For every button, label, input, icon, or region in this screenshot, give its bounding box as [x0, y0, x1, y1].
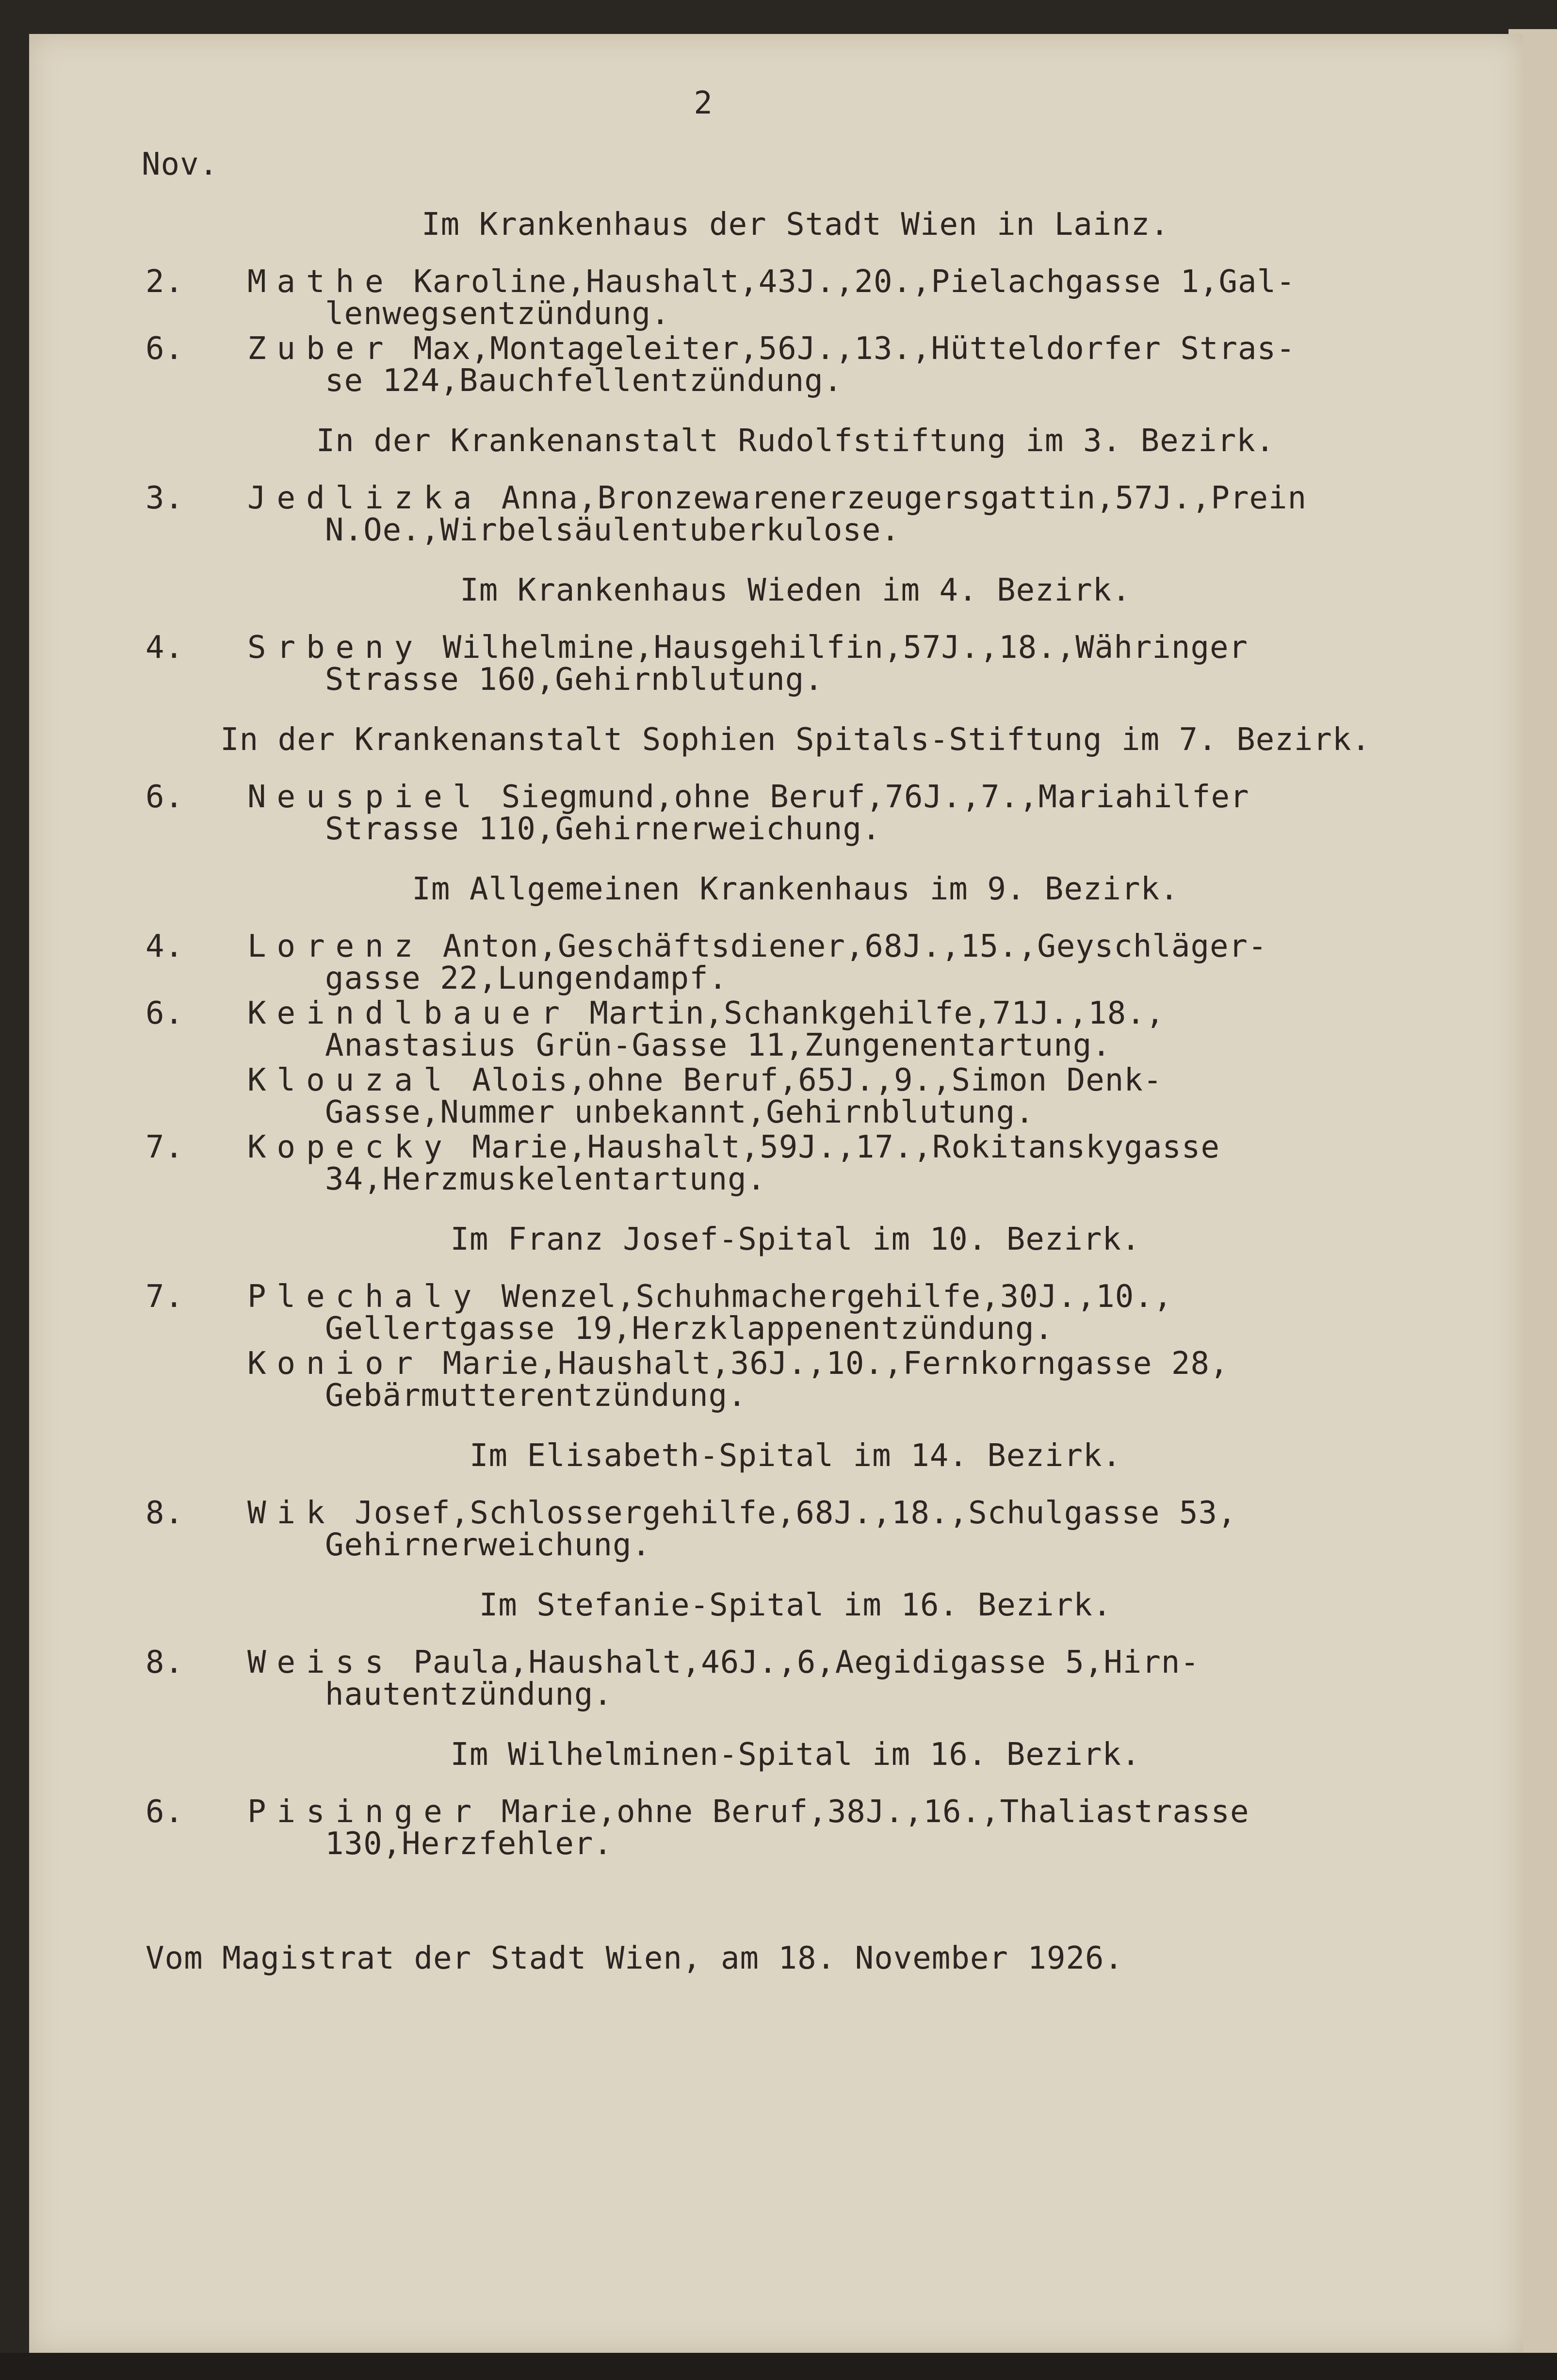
entry-surname: Weiss: [247, 1645, 394, 1680]
entry-details: Marie,ohne Beruf,38J.,16.,Thaliastrasse: [501, 1794, 1249, 1830]
entry-details: Anton,Geschäftsdiener,68J.,15.,Geyschläger-: [442, 929, 1267, 964]
entry-details-continued: se 124,Bauchfellentzündung.: [325, 363, 843, 399]
entry-details-continued: gasse 22,Lungendampf.: [325, 961, 728, 996]
entry-details-continued: Gellertgasse 19,Herzklappenentzündung.: [325, 1311, 1054, 1347]
entry-details: Karoline,Haushalt,43J.,20.,Pielachgasse 1,Gal-: [413, 264, 1296, 300]
entry-day: 7.: [146, 1279, 184, 1315]
entry-surname: Neuspiel: [247, 779, 483, 815]
entry-details-continued: N.Oe.,Wirbelsäulentuberkulose.: [325, 512, 900, 548]
entry-body: [247, 333, 1475, 397]
entry-surname: Srbeny: [247, 630, 424, 666]
entry-surname: Kopecky: [247, 1129, 453, 1165]
entry-day: 6.: [146, 331, 184, 367]
page-number: 2: [694, 85, 713, 121]
entry-body: [247, 930, 1475, 994]
entry-body: [247, 1064, 1475, 1128]
death-record-entry: [146, 1064, 1475, 1128]
entry-details-continued: Anastasius Grün-Gasse 11,Zungenentartung.: [325, 1027, 1111, 1063]
entry-details: Paula,Haushalt,46J.,6,Aegidigasse 5,Hirn-: [413, 1645, 1200, 1680]
entry-surname: Konior: [247, 1346, 424, 1382]
death-record-entry: [146, 997, 1475, 1061]
death-record-entry: [146, 1348, 1475, 1412]
entry-details: Siegmund,ohne Beruf,76J.,7.,Mariahilfer: [501, 779, 1249, 815]
death-record-entry: [146, 266, 1475, 330]
footer-signature-line: Vom Magistrat der Stadt Wien, am 18. November 1926.: [146, 1940, 1124, 1976]
entry-body: [247, 482, 1475, 546]
entry-body: [247, 266, 1475, 330]
entry-day: 4.: [146, 929, 184, 964]
entry-body: [247, 1646, 1475, 1711]
entry-body: [247, 1348, 1475, 1412]
entry-body: [247, 1281, 1475, 1345]
death-record-entry: [146, 1646, 1475, 1711]
entry-details: Alois,ohne Beruf,65J.,9.,Simon Denk-: [472, 1062, 1163, 1098]
entry-surname: Klouzal: [247, 1062, 453, 1098]
section-heading: In der Krankenanstalt Rudolfstiftung im 3. Bezirk.: [316, 423, 1275, 459]
month-label: Nov.: [142, 147, 219, 182]
entry-surname: Pisinger: [247, 1794, 483, 1830]
section-heading: Im Allgemeinen Krankenhaus im 9. Bezirk.: [412, 871, 1179, 907]
entry-details: Josef,Schlossergehilfe,68J.,18.,Schulgasse 53,: [355, 1495, 1237, 1531]
entry-body: [247, 632, 1475, 696]
entry-surname: Keindlbauer: [247, 995, 570, 1031]
entry-body: [247, 781, 1475, 845]
entry-surname: Jedlizka: [247, 480, 483, 516]
entry-details: Marie,Haushalt,59J.,17.,Rokitanskygasse: [472, 1129, 1220, 1165]
entry-day: 4.: [146, 630, 184, 666]
entry-details: Max,Montageleiter,56J.,13.,Hütteldorfer Stras-: [413, 331, 1296, 367]
entry-surname: Plechaly: [247, 1279, 483, 1315]
entry-details: Marie,Haushalt,36J.,10.,Fernkorngasse 28,: [442, 1346, 1229, 1382]
entry-details-continued: Gasse,Nummer unbekannt,Gehirnblutung.: [325, 1094, 1035, 1130]
scan-background: [0, 2353, 1557, 2380]
entry-details-continued: 130,Herzfehler.: [325, 1826, 613, 1862]
entry-body: [247, 1131, 1475, 1195]
entry-surname: Lorenz: [247, 929, 424, 964]
entry-surname: Zuber: [247, 331, 394, 367]
section-heading: Im Stefanie-Spital im 16. Bezirk.: [479, 1587, 1112, 1623]
entry-details: Wilhelmine,Hausgehilfin,57J.,18.,Währinger: [442, 630, 1249, 666]
section-heading: In der Krankenanstalt Sophien Spitals-Stiftung im 7. Bezirk.: [220, 722, 1371, 758]
sections-list: [146, 209, 1475, 1860]
death-record-entry: [146, 632, 1475, 696]
death-record-entry: [146, 333, 1475, 397]
section-heading: Im Wilhelminen-Spital im 16. Bezirk.: [450, 1737, 1141, 1773]
death-record-entry: [146, 930, 1475, 994]
entry-details-continued: Gebärmutterentzündung.: [325, 1378, 747, 1414]
section-heading: Im Krankenhaus Wieden im 4. Bezirk.: [460, 572, 1131, 608]
death-record-entry: [146, 1281, 1475, 1345]
entry-body: [247, 1497, 1475, 1561]
entry-details-continued: Strasse 160,Gehirnblutung.: [325, 662, 824, 698]
entry-details-continued: hautentzündung.: [325, 1677, 613, 1712]
death-record-entry: [146, 1497, 1475, 1561]
entry-surname: Mathe: [247, 264, 394, 300]
entry-details-continued: Gehirnerweichung.: [325, 1527, 651, 1563]
entry-details-continued: 34,Herzmuskelentartung.: [325, 1161, 766, 1197]
entry-details: Anna,Bronzewarenerzeugersgattin,57J.,Prein: [501, 480, 1307, 516]
entry-surname: Wik: [247, 1495, 336, 1531]
entry-body: [247, 997, 1475, 1061]
section-heading: Im Elisabeth-Spital im 14. Bezirk.: [469, 1438, 1122, 1474]
entry-details: Wenzel,Schuhmachergehilfe,30J.,10.,: [501, 1279, 1173, 1315]
entry-day: 8.: [146, 1645, 184, 1680]
death-record-entry: [146, 1796, 1475, 1860]
section-heading: Im Krankenhaus der Stadt Wien in Lainz.: [422, 207, 1169, 243]
entry-day: 7.: [146, 1129, 184, 1165]
entry-details-continued: lenwegsentzündung.: [325, 296, 670, 332]
entry-day: 6.: [146, 779, 184, 815]
death-record-entry: [146, 781, 1475, 845]
entry-details: Martin,Schankgehilfe,71J.,18.,: [589, 995, 1165, 1031]
document-content: [142, 85, 1475, 1976]
entry-body: [247, 1796, 1475, 1860]
entry-day: 2.: [146, 264, 184, 300]
entry-day: 6.: [146, 995, 184, 1031]
section-heading: Im Franz Josef-Spital im 10. Bezirk.: [450, 1222, 1141, 1257]
death-record-entry: [146, 482, 1475, 546]
entry-details-continued: Strasse 110,Gehirnerweichung.: [325, 811, 881, 847]
entry-day: 6.: [146, 1794, 184, 1830]
death-record-entry: [146, 1131, 1475, 1195]
entry-day: 8.: [146, 1495, 184, 1531]
entry-day: 3.: [146, 480, 184, 516]
